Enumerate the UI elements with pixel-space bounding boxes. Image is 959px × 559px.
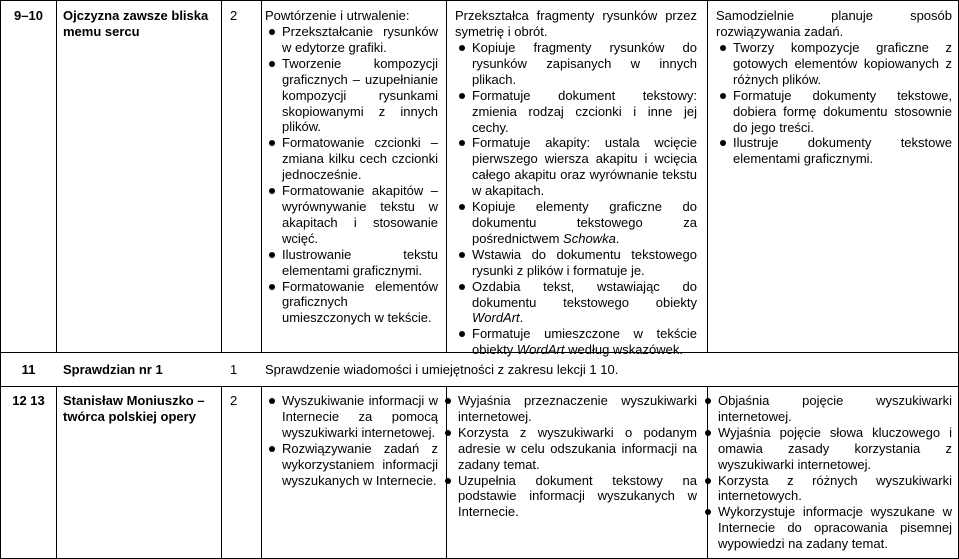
extended-intro: Samodzielnie planuje sposób rozwiązywania zadań. — [716, 8, 952, 39]
hours-count: 1 — [230, 362, 238, 377]
lesson-number: 11 — [21, 362, 36, 377]
list-item: Formatuje dokument tekstowy: zmienia rodzaj czcionki i inne jej cechy. — [455, 88, 697, 136]
content-intro: Powtórzenie i utrwalenie: — [265, 8, 410, 23]
col-divider — [261, 386, 262, 559]
list-item: Formatowanie elementów graficznych umieszczonych w tekście. — [265, 279, 438, 327]
topic-title: Sprawdzian nr 1 — [63, 362, 163, 377]
hours-count: 2 — [230, 393, 238, 408]
table-top-border — [0, 0, 959, 1]
extended-requirements-column — [716, 8, 952, 167]
list-item: Kopiuje elementy graficzne do dokumentu tekstowego za pośrednictwem Schowka. — [455, 199, 697, 247]
col-divider — [707, 0, 708, 353]
list-item: Wykorzystuje informacje wyszukane w Internecie do opracowania pisemnej wypowiedzi na zadany temat. — [701, 504, 952, 552]
basic-intro: Przekształca fragmenty rysunków przez symetrię i obrót. — [455, 8, 697, 39]
extended-list — [701, 393, 952, 552]
content-column — [265, 393, 438, 488]
list-item: Wyjaśnia pojęcie słowa kluczowego i omawia zasady korzystania z wyszukiwarki internetowej. — [701, 425, 952, 473]
list-item: Formatowanie czcionki – zmiana kilku cech czcionki jednocześnie. — [265, 135, 438, 183]
list-item: Korzysta z wyszukiwarki o podanym adresie w celu odszukania informacji na zadany temat. — [441, 425, 697, 473]
list-item: Wyjaśnia przeznaczenie wyszukiwarki internetowej. — [441, 393, 697, 425]
lesson-number: 9–10 — [14, 8, 43, 23]
list-item: Formatuje akapity: ustala wcięcie pierwszego wiersza akapitu i wcięcia całego akapitu oraz wyrównanie tekstu w akapitach. — [455, 135, 697, 199]
list-item: Formatuje dokumenty tekstowe, dobiera formę dokumentu stosownie do jego treści. — [716, 88, 952, 136]
content-list — [265, 393, 438, 488]
list-item: Wyszukiwanie informacji w Internecie za pomocą wyszukiwarki internetowej. — [265, 393, 438, 441]
col-divider — [0, 0, 1, 559]
list-item: Ilustrowanie tekstu elementami graficznymi. — [265, 247, 438, 279]
list-item: Tworzy kompozycje graficzne z gotowych elementów kopiowanych z różnych plików. — [716, 40, 952, 88]
list-item: Tworzenie kompozycji graficznych – uzupełnianie kompozycji rysunkami skopiowanymi z innych plików. — [265, 56, 438, 136]
list-item: Formatuje umieszczone w tekście obiekty WordArt według wskazówek. — [455, 326, 697, 358]
extended-list — [716, 40, 952, 167]
content-list — [265, 24, 438, 326]
list-item: Wstawia do dokumentu tekstowego rysunki z plików i formatuje je. — [455, 247, 697, 279]
list-item: Przekształcanie rysunków w edytorze grafiki. — [265, 24, 438, 56]
col-divider — [221, 386, 222, 559]
basic-requirements-column — [441, 393, 697, 520]
col-divider — [221, 0, 222, 353]
list-item: Korzysta z różnych wyszukiwarki internetowych. — [701, 473, 952, 505]
extended-requirements-column — [701, 393, 952, 552]
list-item: Objaśnia pojęcie wyszukiwarki internetowej. — [701, 393, 952, 425]
col-divider — [261, 0, 262, 353]
col-divider — [56, 386, 57, 559]
basic-requirements-column — [455, 8, 697, 358]
list-item: Uzupełnia dokument tekstowy na podstawie informacji wyszukanych w Internecie. — [441, 473, 697, 521]
basic-list — [455, 40, 697, 358]
content-column — [265, 8, 438, 326]
topic-title: Stanisław Moniuszko – twórca polskiej opery — [63, 393, 205, 424]
topic-title: Ojczyzna zawsze bliska memu sercu — [63, 8, 209, 39]
list-item: Kopiuje fragmenty rysunków do rysunków zapisanych w innych plikach. — [455, 40, 697, 88]
hours-count: 2 — [230, 8, 238, 23]
col-divider — [56, 0, 57, 353]
list-item: Ozdabia tekst, wstawiając do dokumentu tekstowego obiekty WordArt. — [455, 279, 697, 327]
basic-list — [441, 393, 697, 520]
list-item: Formatowanie akapitów – wyrównywanie tekstu w akapitach i stosowanie wcięć. — [265, 183, 438, 247]
list-item: Ilustruje dokumenty tekstowe elementami graficznymi. — [716, 135, 952, 167]
lesson-number: 12 13 — [12, 393, 45, 408]
test-description: Sprawdzenie wiadomości i umiejętności z zakresu lekcji 1 10. — [265, 362, 619, 377]
row-divider — [0, 386, 959, 387]
list-item: Rozwiązywanie zadań z wykorzystaniem informacji wyszukanych w Internecie. — [265, 441, 438, 489]
col-divider — [446, 0, 447, 353]
